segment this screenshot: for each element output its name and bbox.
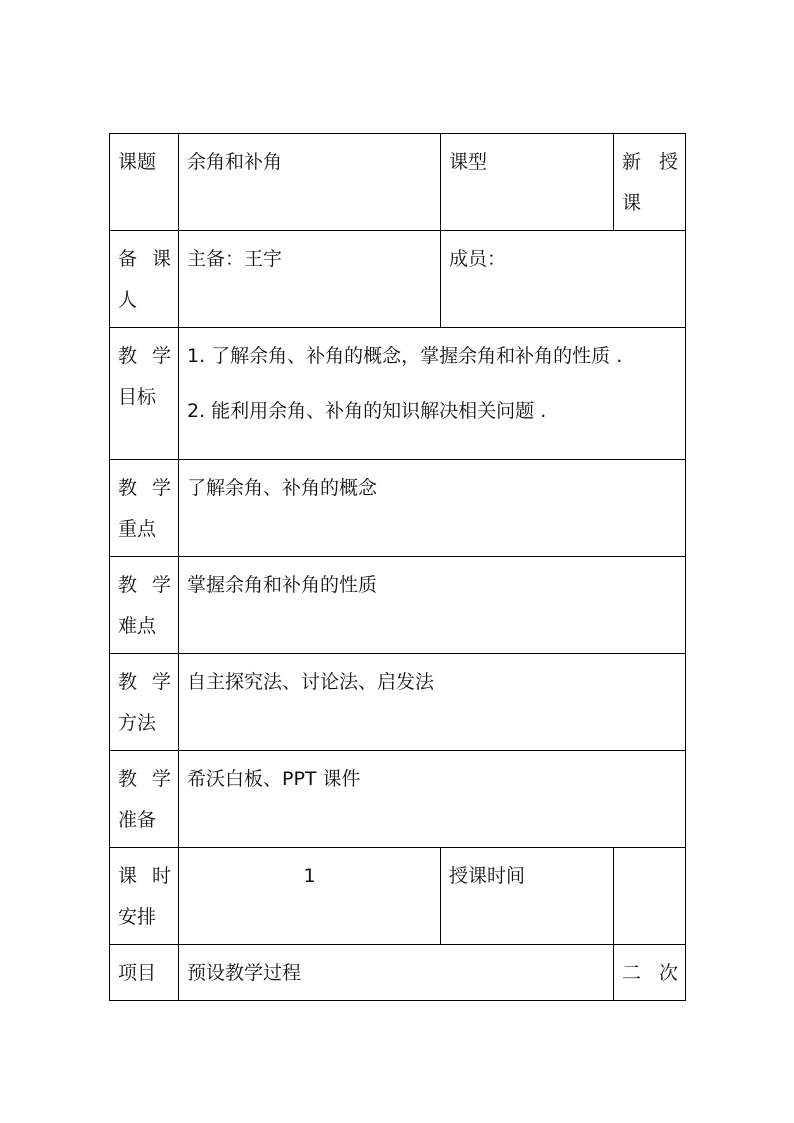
- objective-item: 1. 了解余角、补角的概念，掌握余角和补角的性质 .: [187, 345, 623, 367]
- methods-label: 教 学 方法: [110, 654, 179, 751]
- methods-row: [110, 654, 686, 751]
- members-field: 成员：: [441, 231, 686, 328]
- difficulties-content: 掌握余角和补角的性质: [179, 557, 686, 654]
- objective-item: 2. 能利用余角、补角的知识解决相关问题 .: [187, 400, 547, 422]
- process-title: 预设教学过程: [179, 945, 614, 1001]
- objectives-label: 教 学 目标: [110, 328, 179, 460]
- preparer-label: 备 课 人: [110, 231, 179, 328]
- process-label: 项目: [110, 945, 179, 1001]
- teaching-time-value: [614, 848, 686, 945]
- lesson-type-value: 新 授 课: [614, 134, 686, 231]
- key-points-content: 了解余角、补角的概念: [179, 460, 686, 557]
- revision-note: 二 次: [614, 945, 686, 1001]
- preparer-row: [110, 231, 686, 328]
- preparation-label: 教 学 准备: [110, 751, 179, 848]
- topic-row: [110, 134, 686, 231]
- preparation-content: 希沃白板、PPT 课件: [179, 751, 686, 848]
- schedule-row: [110, 848, 686, 945]
- schedule-value: 1: [179, 848, 441, 945]
- key-points-label: 教 学 重点: [110, 460, 179, 557]
- difficulties-label: 教 学 难点: [110, 557, 179, 654]
- lesson-plan-table: [109, 133, 686, 1001]
- process-row: [110, 945, 686, 1001]
- schedule-label: 课 时 安排: [110, 848, 179, 945]
- objectives-content: [179, 328, 686, 460]
- methods-content: 自主探究法、讨论法、启发法: [179, 654, 686, 751]
- teaching-time-label: 授课时间: [441, 848, 614, 945]
- objectives-row: [110, 328, 686, 460]
- key-points-row: [110, 460, 686, 557]
- difficulties-row: [110, 557, 686, 654]
- topic-label: 课题: [110, 134, 179, 231]
- lesson-type-label: 课型: [441, 134, 614, 231]
- preparation-row: [110, 751, 686, 848]
- topic-value: 余角和补角: [179, 134, 441, 231]
- main-preparer: 主备：王宇: [179, 231, 441, 328]
